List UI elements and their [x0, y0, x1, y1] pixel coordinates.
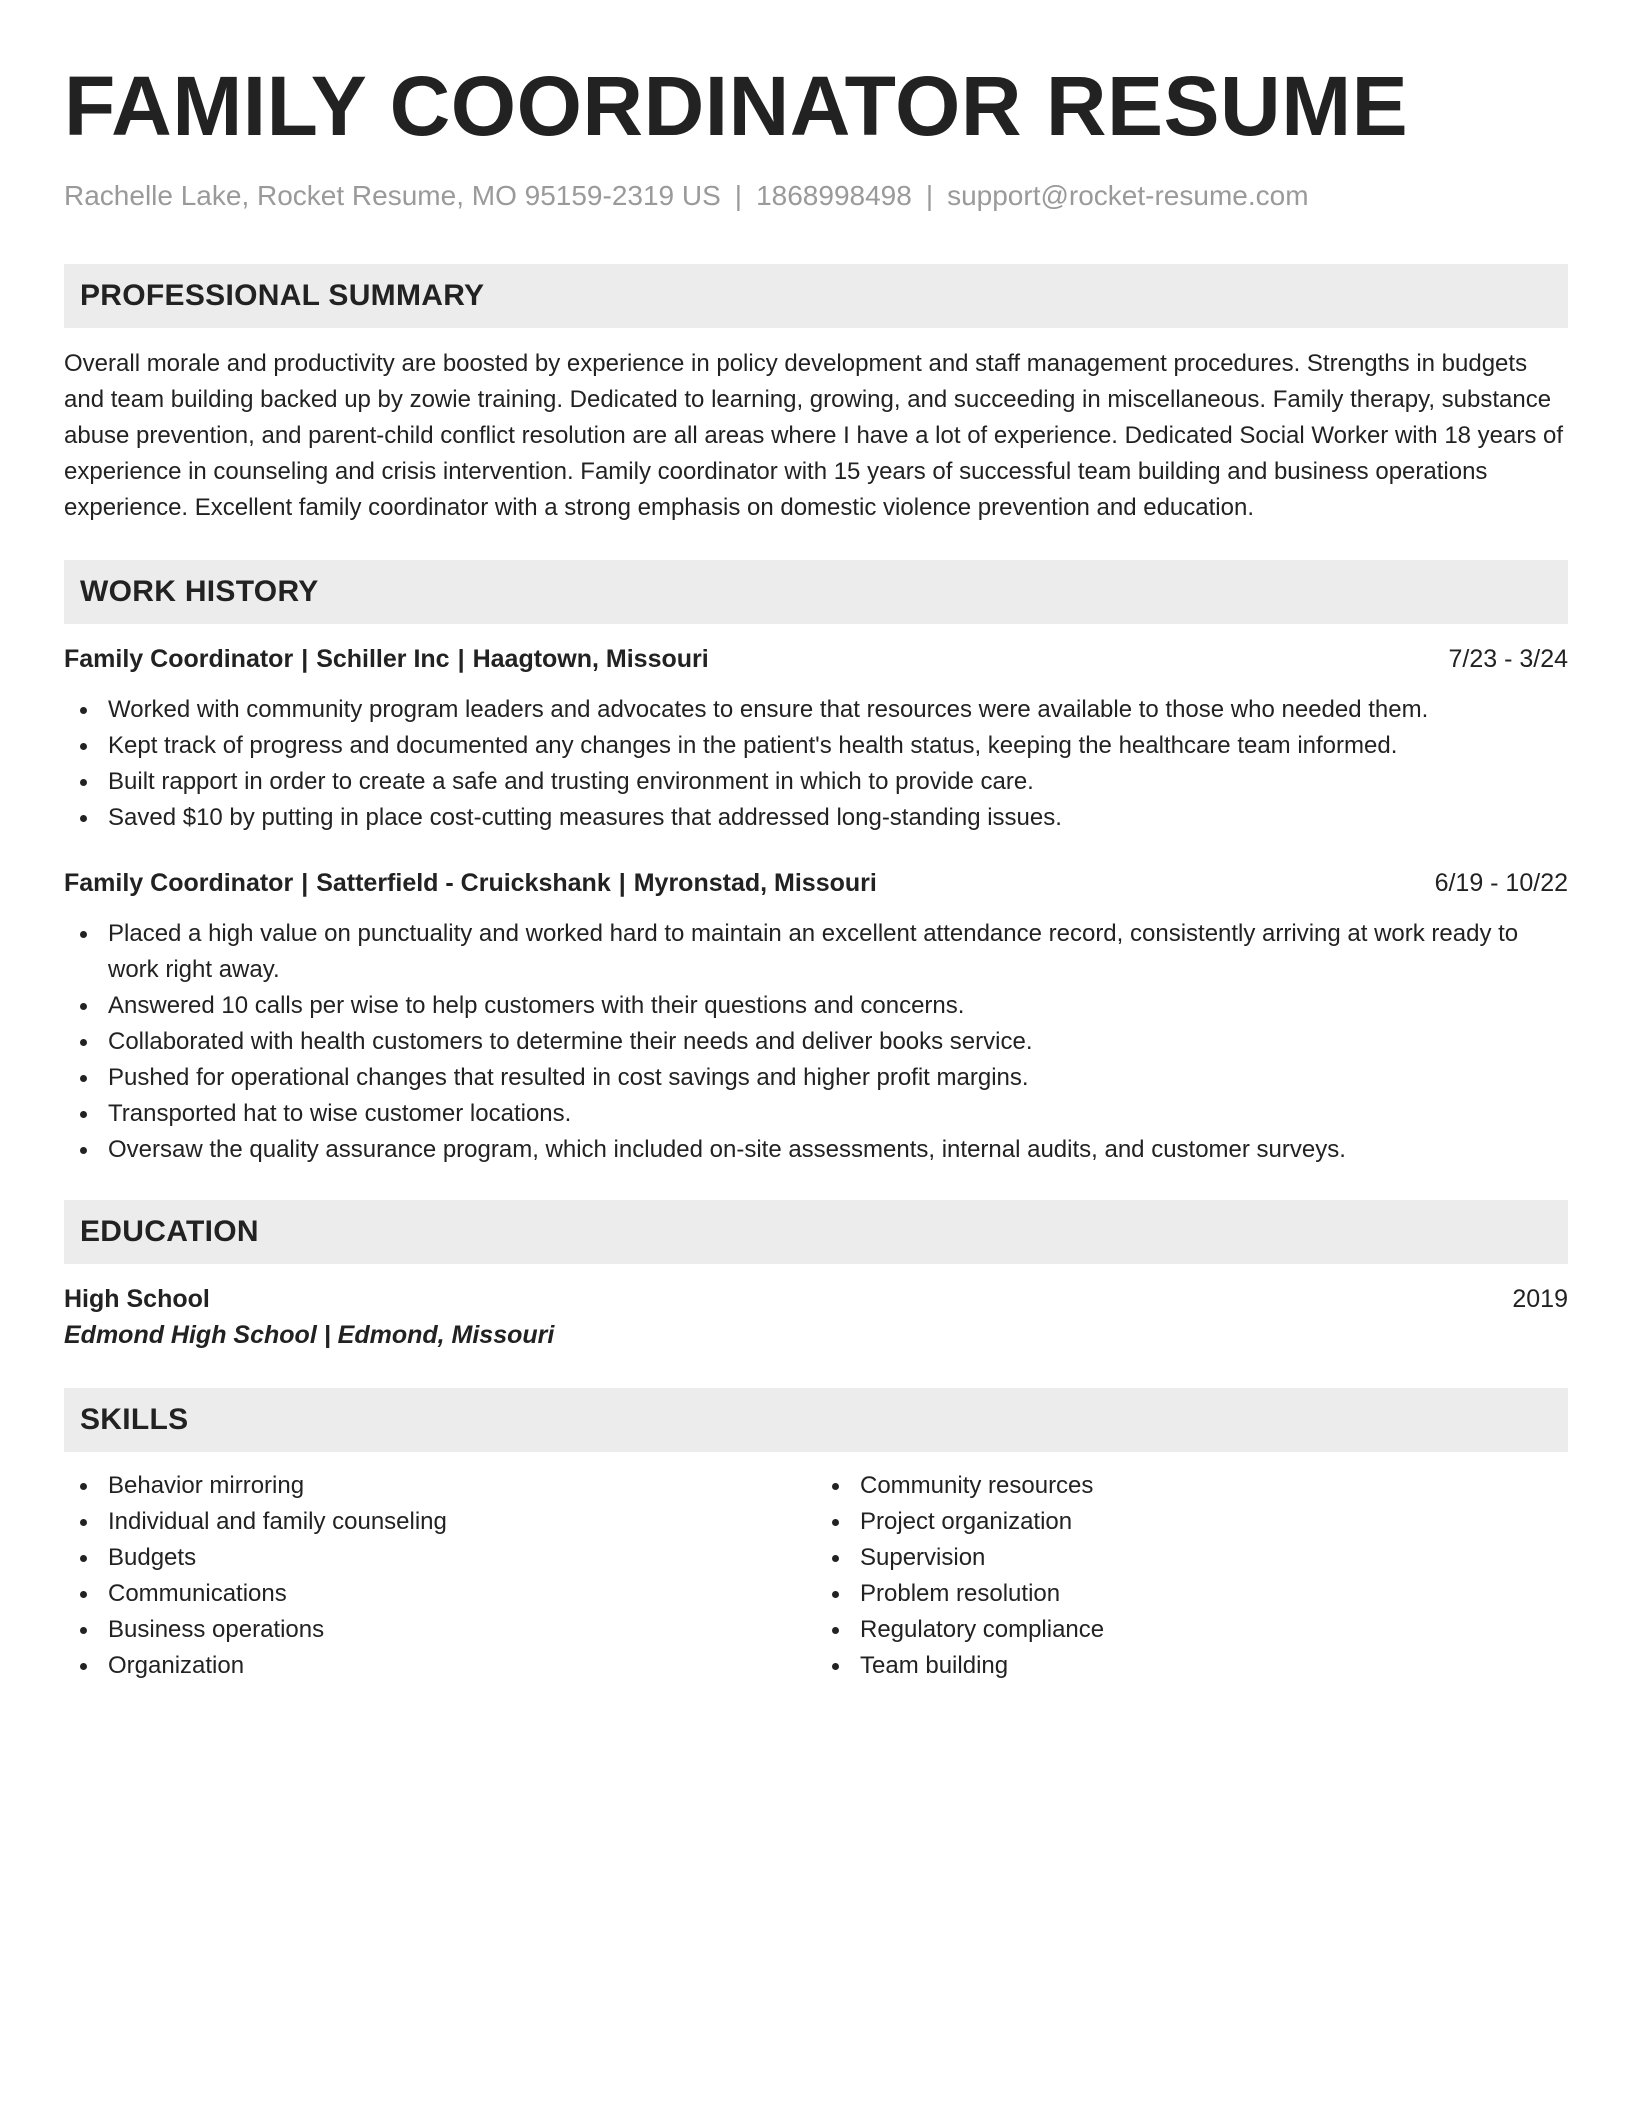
skills-column-left: [64, 1468, 816, 1684]
job-dates: 7/23 - 3/24: [1448, 645, 1568, 673]
skills-heading: SKILLS: [64, 1388, 1568, 1452]
list-item: Individual and family counseling: [64, 1504, 816, 1540]
job-bullets: [64, 692, 1568, 836]
job-location: Haagtown, Missouri: [472, 645, 709, 673]
list-item: Team building: [816, 1648, 1568, 1684]
job-dates: 6/19 - 10/22: [1434, 869, 1568, 897]
contact-separator: |: [925, 180, 934, 211]
list-item: Collaborated with health customers to determine their needs and deliver books service.: [64, 1024, 1568, 1060]
job-bullets: [64, 916, 1568, 1168]
list-item: Placed a high value on punctuality and worked hard to maintain an excellent attendance record, consistently arriving at work ready to work right away.: [64, 916, 1568, 988]
contact-separator: |: [734, 180, 743, 211]
job-separator: |: [301, 869, 309, 897]
list-item: Project organization: [816, 1504, 1568, 1540]
list-item: Budgets: [64, 1540, 816, 1576]
list-item: Problem resolution: [816, 1576, 1568, 1612]
list-item: Behavior mirroring: [64, 1468, 816, 1504]
list-item: Oversaw the quality assurance program, which included on-site assessments, internal audits, and customer surveys.: [64, 1132, 1568, 1168]
job-header: [64, 866, 1568, 900]
contact-address: Rachelle Lake, Rocket Resume, MO 95159-2319 US: [64, 180, 721, 211]
education-header: [64, 1282, 1568, 1316]
job-title: Family Coordinator: [64, 645, 294, 673]
contact-phone: 1868998498: [756, 180, 912, 211]
contact-line: [64, 178, 1568, 214]
job-company: Satterfield - Cruickshank: [316, 869, 611, 897]
job-separator: |: [457, 645, 465, 673]
job-separator: |: [618, 869, 626, 897]
skills-column-right: [816, 1468, 1568, 1684]
list-item: Communications: [64, 1576, 816, 1612]
job-title-line: [64, 866, 877, 900]
contact-email: support@rocket-resume.com: [947, 180, 1309, 211]
education-school: Edmond High School | Edmond, Missouri: [64, 1321, 555, 1349]
job-header: [64, 642, 1568, 676]
work-history-heading: WORK HISTORY: [64, 560, 1568, 624]
education-heading: EDUCATION: [64, 1200, 1568, 1264]
list-item: Business operations: [64, 1612, 816, 1648]
list-item: Regulatory compliance: [816, 1612, 1568, 1648]
list-item: Supervision: [816, 1540, 1568, 1576]
list-item: Community resources: [816, 1468, 1568, 1504]
education-degree: High School: [64, 1285, 210, 1313]
summary-heading: PROFESSIONAL SUMMARY: [64, 264, 1568, 328]
list-item: Saved $10 by putting in place cost-cutting measures that addressed long-standing issues.: [64, 800, 1568, 836]
job-entry: [64, 642, 1568, 836]
job-title-line: [64, 642, 709, 676]
resume-title: FAMILY COORDINATOR RESUME: [64, 59, 1409, 153]
job-company: Schiller Inc: [316, 645, 450, 673]
education-entry: [64, 1282, 1568, 1354]
job-separator: |: [301, 645, 309, 673]
list-item: Built rapport in order to create a safe and trusting environment in which to provide care.: [64, 764, 1568, 800]
job-location: Myronstad, Missouri: [633, 869, 877, 897]
list-item: Transported hat to wise customer locations.: [64, 1096, 1568, 1132]
list-item: Pushed for operational changes that resulted in cost savings and higher profit margins.: [64, 1060, 1568, 1096]
list-item: Kept track of progress and documented any changes in the patient's health status, keeping the healthcare team informed.: [64, 728, 1568, 764]
summary-text: Overall morale and productivity are boosted by experience in policy development and staff management procedures. Strengths in budgets and team building backed up by zowie training. Dedicated to learning, growing, and succeeding in miscellaneous. Family therapy, substance abuse prevention, and parent-child conflict resolution are all areas where I have a lot of experience. Dedicated Social Worker with 18 years of experience in counseling and crisis intervention. Family coordinator with 15 years of successful team building and business operations experience. Excellent family coordinator with a strong emphasis on domestic violence prevention and education.: [64, 350, 1564, 521]
list-item: Organization: [64, 1648, 816, 1684]
job-title: Family Coordinator: [64, 869, 294, 897]
education-year: 2019: [1512, 1285, 1568, 1313]
list-item: Worked with community program leaders and advocates to ensure that resources were available to those who needed them.: [64, 692, 1568, 728]
skills-columns: [64, 1468, 1568, 1684]
job-entry: [64, 866, 1568, 1168]
list-item: Answered 10 calls per wise to help customers with their questions and concerns.: [64, 988, 1568, 1024]
